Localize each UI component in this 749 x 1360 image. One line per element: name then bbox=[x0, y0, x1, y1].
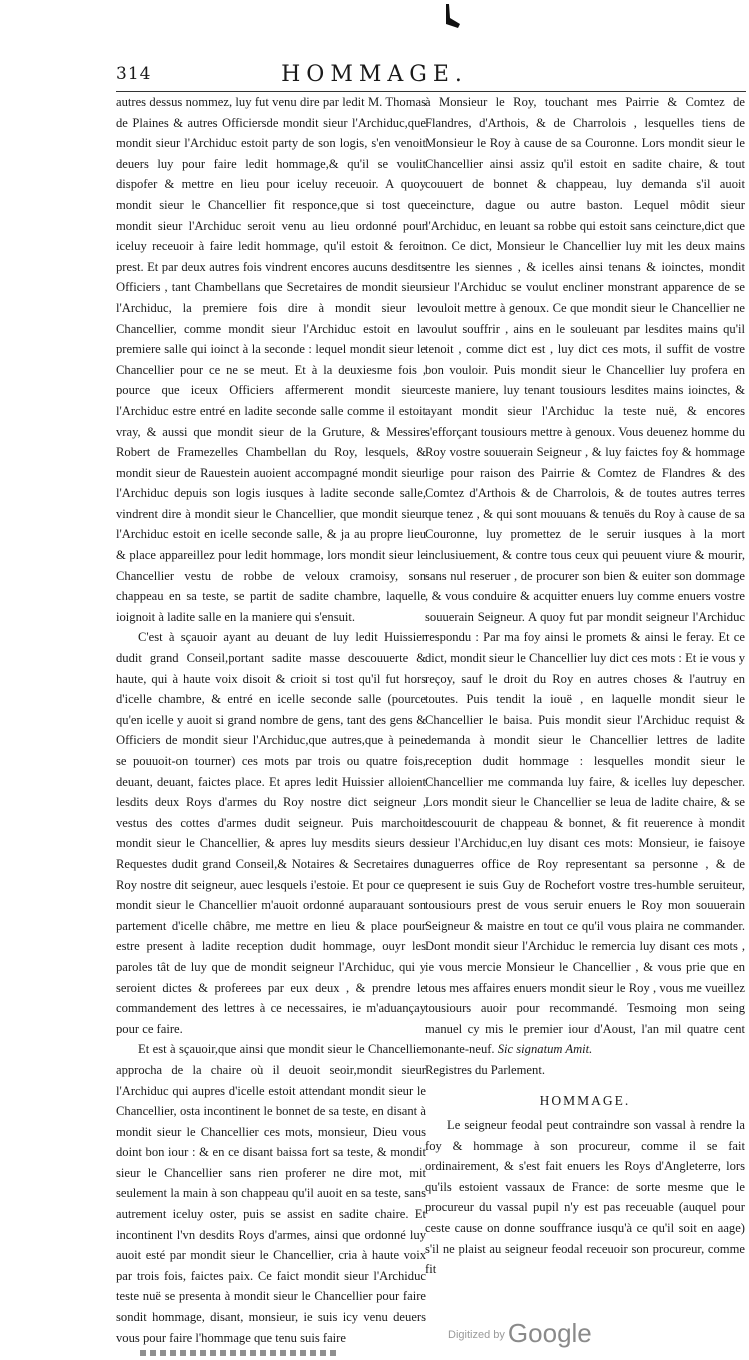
right-paragraph-1-text: à Monsieur le Roy, touchant mes Pairrie & Comtez de Flandres, d'Arthois, & de Charrolois , lesquelles tiens de Monsieur le Roy à cause de sa Couronne. Lors mondit sieur le Chancellier ainsi assiz qu'il estoit en sadite chaire, & tout couuert de bonnet & chappeau, luy demanda s'il auoit ceincture, dague ou autre baston. Lequel môdit sieur l'Archiduc, en leuant sa robbe qui estoit sans ceincture,dict que non. Ce dict, Monsieur le Chancellier luy mit les deux mains entre les siennes , & icelles ainsi tenans & ioinctes, mondit sieur l'Archiduc se voulut encliner monstrant apparence de se vouloit mettre à genoux. Ce que mondit sieur le Chancellier ne voulut souffrir , ains en le souleuant par lesdites mains qu'il tenoit , comme dict est , luy dict ces mots, il suffit de vostre bon vouloir. Puis mondit sieur le Chancellier luy profera en ceste maniere, luy tenant tousiours lesdites mains ioinctes, & ayant mondit sieur l'Archiduc la teste nuë, & encores s'efforçant tousiours mettre à genoux. Vous deuenez homme du Roy vostre souuerain Seigneur , & luy faictes foy & hommage lige pour raison des Pairrie & Comtez de Flandres & des Comtez d'Arthois & de Charrolois, & de toutes autres terres que tenez , & qui sont mouuans & tenuës du Roy à cause de sa Couronne, luy promettez de le seruir iusques à la mort inclusiuement, & contre tous ceux qui peuuent viure & mourir, sans nul reseruer , de procurer son bien & euiter son dommage , & vous conduire & acquitter enuers luy comme enuers vostre souuerain Seigneur. A quoy fut par mondit seigneur l'Archiduc respondu : Par ma foy ainsi le promets & ainsi le feray. Et ce dict, mondit sieur le Chancellier luy dict ces mots : Et ie vous y reçoy, sauf le droit du Roy en autres choses & l'autruy en toutes. Puis tendit la iouë , en laquelle mondit sieur le Chancellier le baisa. Puis mondit sieur l'Archiduc requist & demanda à mondit sieur le Chancellier lettres de ladite reception dudit hommage : lesquelles mondit sieur le Chancellier me commanda luy faire, & icelles luy depescher. Lors mondit sieur le Chancellier se leua de ladite chaire, & se descouurit de chappeau & bonnet, & fit reuerence à mondit sieur l'Archiduc,en luy disant ces mots: Monsieur, ie faisoye naguerres office de Roy representant sa personne , & de present ie suis Guy de Rochefort vostre tres-humble seruiteur, tousiours prest de vous seruir enuers le Roy mon souuerain Seigneur & maistre en tout ce qu'il vous plaira ne commander. Dont mondit sieur l'Archiduc le remercia luy disant ces mots , ie vous mercie Monsieur le Chancellier , & vous prie que en tous mes affaires enuers mondit sieur le Roy , vous me vueillez tousiours auoir pour recommandé. Tesmoing mon seing manuel cy mis le premier iour d'Aoust, l'an mil quatre cent nonante-neuf. bbox=[425, 95, 745, 1057]
right-paragraph-1 bbox=[425, 92, 745, 1060]
section-paragraph: Le seigneur feodal peut contraindre son vassal à rendre la foy & hommage à son procureur, comme il se fait ordinairement, & s'est fait enuers les Roys d'Angleterre, lors qu'ils estoient vassaux de France: de sorte mesme que le procureur du vassal pupil n'y est pas receuable (auquel pour ceste cause on donne souffrance iusqu'à ce qu'il soit en aage) s'il ne plaist au seigneur feodal receuoir son procureur, comme fit bbox=[425, 1118, 745, 1277]
right-column bbox=[425, 92, 745, 1277]
section-title: HOMMAGE. bbox=[539, 1092, 631, 1108]
ink-blot-mark bbox=[440, 2, 464, 30]
bottom-ornament bbox=[140, 1350, 340, 1356]
running-title: HOMMAGE. bbox=[281, 62, 468, 87]
page-header bbox=[0, 64, 749, 90]
left-paragraph-1: autres dessus nommez, luy fut venu dire par ledit M. Thomas de Plaines & autres Officiersde mondit sieur l'Archiduc,que mondit sieur l'Archiduc estoit party de son logis, s'en venoit deuers luy pour faire ledit hommage,& qu'il se voulit dispofer & mettre en lieu pour iceluy receuoir. A quoy mondit sieur le Chancellier fit responce,que si tost que mondit sieur l'Archiduc seroit venu au lieu ordonné pour iceluy receuoir à faire ledit hommage, qu'il estoit & feroit prest. Et par deux autres fois vindrent encores aucuns desdits Officiers , tant Chambellans que Secretaires de mondit sieur l'Archiduc, la premiere fois dire à mondit sieur le Chancellier, comme mondit sieur l'Archiduc estoit en la premiere salle qui ioinct à la seconde : lequel mondit sieur le Chancellier pour ce ne se meut. Et à la deuxiesme fois , pource que iceux Officiers affermerent mondit sieur l'Archiduc estre entré en ladite seconde salle comme il estoit vray, & aussi que mondit sieur de la Gruture, & Messire Robert de Framezelles Chambellan du Roy, lesquels, & mondit sieur de Rauestein auoient accompagné mondit sieur l'Archiduc depuis son logis iusques à ladite seconde salle, vindrent dire à mondit sieur le Chancellier, que mondit sieur l'Archiduc estoit en icelle seconde salle, & ja au propre lieu & place appareillez pour ledit hommage, lors mondit sieur le Chancellier vestu de robbe de veloux cramoisy, son chappeau en sa teste, se partit de sadite chambre, laquelle ioignoit à ladite salle en la maniere qui s'ensuit. bbox=[116, 95, 426, 624]
left-paragraph-2: C'est à sçauoir ayant au deuant de luy ledit Huissier dudit grand Conseil,portant sadite masse descouuerte & haute, qui à haute voix disoit & crioit si tost qu'il fut hors d'icelle chambre, & entré en icelle seconde salle (pource qu'en icelle y auoit si grand nombre de gens, tant des gens & Officiers de mondit sieur l'Archiduc,que autres,que à peine se pouuoit-on tourner) ces mots par trois ou quatre fois, deuant, deuant, faictes place. Et apres ledit Huissier alloient lesdits deux Roys d'armes du Roy nostre dict seigneur , vestus des cottes d'armes dudit seigneur. Puis marchoit mondit sieur le Chancellier, & apres luy mesdits sieurs des Requestes dudit grand Conseil,& Notaires & Secretaires du Roy nostre dit seigneur, auec lesquels i'estoie. Et pour ce que mondit sieur le Chancellier m'auoit ordonné auparauant son partement d'icelle châbre, me mettre en lieu & place pour estre present à ladite reception dudit hommage, ouyr les paroles tât de luy que de mondit seigneur l'Archiduc, qui y seroient dictes & proferees par eux deux , & prendre le commandement des lettres à ce necessaires, ie m'aduançay pour ce faire. bbox=[116, 630, 426, 1036]
digitized-watermark bbox=[448, 1318, 592, 1349]
left-paragraph-3: Et est à sçauoir,que ainsi que mondit sieur le Chancellier approcha de la chaire où il deuoit seoir,mondit sieur l'Archiduc qui aupres d'icelle estoit attendant mondit sieur le Chancellier, osta incontinent le bonnet de sa teste, en disant à mondit sieur le Chancellier ces mots, monsieur, Dieu vous doint bon iour : & en ce disant baissa fort sa teste, & mondit sieur le Chancellier sans rien proferer ne dire mot, mit seulement la main à son chappeau qu'il auoit en sa teste, sans autrement iceluy oster, puis se assist en sadite chaire. Et incontinent l'vn desdits Roys d'armes, ainsi que ordonné luy auoit esté par mondit sieur le Chancellier, cria à haute voix par trois fois, faictes paix. Ce faict mondit sieur l'Archiduc teste nuë se presenta à mondit sieur le Chancellier pour faire sondit hommage, disant, monsieur, ie suis icy venu deuers vous pour faire l'hommage que tenu suis faire bbox=[116, 1042, 426, 1345]
digitized-prefix: Digitized by bbox=[448, 1329, 505, 1341]
left-column bbox=[116, 92, 426, 1345]
source-reference: Registres du Parlement. bbox=[425, 1062, 545, 1077]
signature-note: Sic signatum Amit. bbox=[497, 1042, 593, 1057]
google-logo: Google bbox=[507, 1318, 592, 1348]
page-number: 314 bbox=[116, 64, 152, 84]
